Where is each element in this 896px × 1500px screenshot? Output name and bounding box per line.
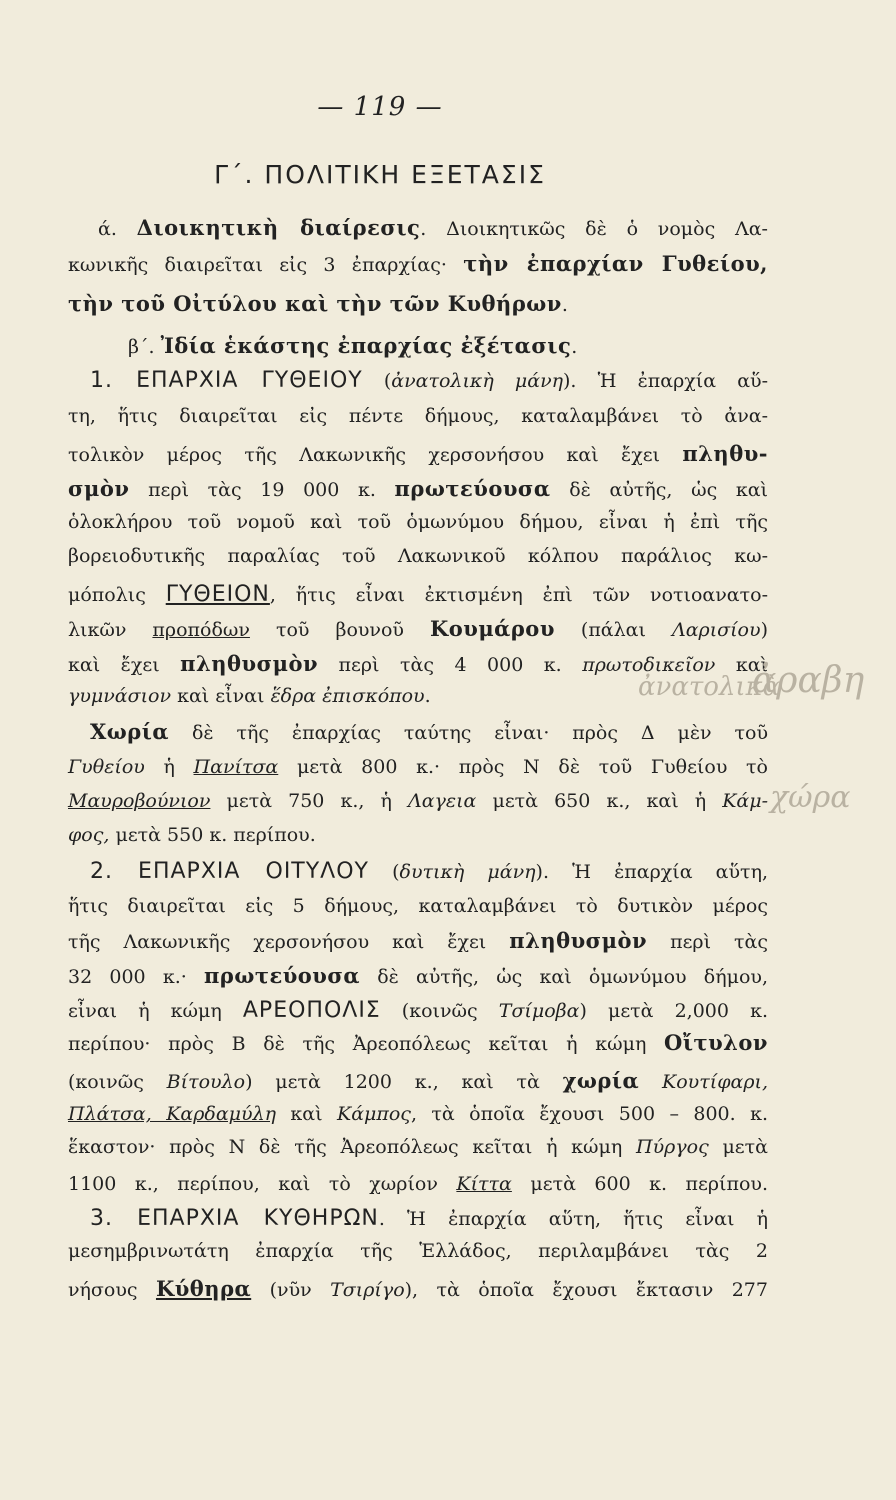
text-run: ἥτις διαιρεῖται εἰς 5 δήμους, καταλαμβάνει τὸ δυτικὸν μέρος xyxy=(68,895,768,917)
text-line xyxy=(68,1070,768,1092)
text-line xyxy=(68,1175,768,1194)
text-run: ά. xyxy=(98,218,137,240)
text-run: 1100 κ., περίπου, καὶ τὸ χωρίον xyxy=(68,1173,457,1195)
text-run: ( xyxy=(368,861,400,883)
text-run: β΄. xyxy=(128,336,161,358)
text-line xyxy=(90,861,768,883)
text-line xyxy=(68,1032,768,1054)
text-run: (πάλαι xyxy=(554,619,672,641)
text-line xyxy=(68,293,768,315)
text-run: Τσιρίγο xyxy=(330,1279,405,1301)
text-run: νήσους xyxy=(68,1279,156,1301)
text-run: Κουτίφαρι, xyxy=(662,1071,768,1093)
text-run: μετὰ 600 κ. περίπου. xyxy=(511,1173,768,1195)
page-number: — 119 — xyxy=(317,92,443,122)
text-run xyxy=(639,1071,662,1093)
text-run: περίπου· πρὸς Β δὲ τῆς Ἀρεοπόλεως κεῖται ἡ κώμη xyxy=(68,1033,665,1055)
text-run: (κοινῶς xyxy=(68,1071,167,1093)
text-run: 3. ΕΠΑΡΧΙΑ ΚΥΘΗΡΩΝ xyxy=(90,1206,379,1231)
text-run: καὶ xyxy=(276,1103,337,1125)
text-line xyxy=(68,618,768,640)
text-run: Βίτουλο xyxy=(166,1071,246,1093)
text-line xyxy=(68,1242,768,1261)
text-run: ). Ἡ ἐπαρχία αὕτη, xyxy=(535,861,768,883)
text-run: . Ἡ ἐπαρχία αὕτη, ἥτις εἶναι ἡ xyxy=(378,1208,768,1230)
text-run: (νῦν xyxy=(251,1279,331,1301)
text-run: καὶ xyxy=(715,654,768,676)
text-run: Λαγεια xyxy=(408,790,477,812)
text-run: , ἥτις εἶναι ἐκτισμένη ἐπὶ τῶν νοτιοανατο- xyxy=(269,584,769,606)
text-run: μετὰ 650 κ., καὶ ἡ xyxy=(476,790,723,812)
text-run: ) μετὰ 2,000 κ. xyxy=(579,1000,768,1022)
text-run: ) xyxy=(760,619,768,641)
text-run: πρωτεύουσα xyxy=(394,476,551,501)
text-run: περὶ τὰς 19 000 κ. xyxy=(129,479,395,501)
text-run: Γυθείου xyxy=(68,756,145,778)
text-run: . xyxy=(561,294,568,316)
text-run: μεσημβρινωτάτη ἐπαρχία τῆς Ἑλλάδος, περιλαμβάνει τὰς 2 xyxy=(68,1240,768,1262)
text-line xyxy=(68,478,768,500)
text-run: Κύθηρα xyxy=(155,1276,252,1301)
text-run: καὶ ἔχει xyxy=(68,654,181,676)
text-run: Χωρία xyxy=(90,719,170,744)
text-run: λικῶν xyxy=(68,619,153,641)
text-run: μόπολις xyxy=(68,584,166,606)
text-run: ), τὰ ὁποῖα ἔχουσι ἔκτασιν 277 xyxy=(404,1279,768,1301)
text-run: τοῦ βουνοῦ xyxy=(249,619,430,641)
text-run: Ἰδία ἑκάστης ἐπαρχίας ἐξέτασις xyxy=(160,333,572,358)
text-run: περὶ τὰς xyxy=(647,931,768,953)
text-line xyxy=(68,792,768,811)
text-line xyxy=(128,335,768,357)
text-line xyxy=(68,1105,768,1124)
text-line xyxy=(68,443,768,465)
text-run: ΑΡΕΟΠΟΛΙΣ xyxy=(242,998,381,1023)
text-line xyxy=(90,721,768,743)
text-run: μετὰ 800 κ.· πρὸς Ν δὲ τοῦ Γυθείου τὸ xyxy=(278,756,768,778)
text-run: Κάμ- xyxy=(722,790,768,812)
text-run: δὲ αὐτῆς, ὡς καὶ xyxy=(550,479,768,501)
text-run: Κάμπος xyxy=(337,1103,411,1125)
text-run: γυμνάσιον xyxy=(68,685,172,707)
margin-note-1: ἀνατολικὰ xyxy=(638,672,781,702)
text-run: Μαυροβούνιον xyxy=(68,790,211,812)
text-run: ΓΥΘΕΙΟΝ xyxy=(165,582,270,607)
text-run: εἶναι ἡ κώμη xyxy=(68,1000,243,1022)
text-run: Κουμάρου xyxy=(429,616,555,641)
text-line xyxy=(68,547,768,566)
text-run: 2. ΕΠΑΡΧΙΑ ΟΙΤΥΛΟΥ xyxy=(90,859,369,884)
text-run: . xyxy=(424,685,431,707)
text-line xyxy=(68,253,768,275)
text-run: . Διοικητικῶς δὲ ὁ νομὸς Λα- xyxy=(420,218,768,240)
text-line xyxy=(98,217,768,239)
text-line xyxy=(68,584,768,606)
text-run: τῆς Λακωνικῆς χερσονήσου καὶ ἔχει xyxy=(68,931,510,953)
text-run: Λαρισίου xyxy=(671,619,761,641)
text-run: Διοικητικὴ διαίρεσις xyxy=(136,215,421,240)
text-run: πρωτοδικεῖον xyxy=(582,654,716,676)
text-run: (κοινῶς xyxy=(380,1000,499,1022)
text-run: τη, ἥτις διαιρεῖται εἰς πέντε δήμους, καταλαμβάνει τὸ ἀνα- xyxy=(68,405,768,427)
text-run: ἕκαστον· πρὸς Ν δὲ τῆς Ἀρεοπόλεως κεῖται ἡ κώμη xyxy=(68,1136,636,1158)
text-line xyxy=(68,1138,768,1157)
text-run: προπόδων xyxy=(152,619,250,641)
text-run: , τὰ ὁποῖα ἔχουσι 500 – 800. κ. xyxy=(410,1103,769,1125)
text-line xyxy=(68,930,768,952)
text-line xyxy=(68,897,768,916)
text-run: ) μετὰ 1200 κ., καὶ τὰ xyxy=(245,1071,563,1093)
text-run: πληθυσμὸν xyxy=(180,651,319,676)
text-run: Πανίτσα xyxy=(193,756,279,778)
text-line xyxy=(90,370,768,392)
text-run: περὶ τὰς 4 000 κ. xyxy=(318,654,583,676)
text-line xyxy=(68,1000,768,1022)
text-run: Οἴτυλον xyxy=(664,1030,768,1055)
text-run: πληθυσμὸν xyxy=(509,928,648,953)
text-run: ὁλοκλήρου τοῦ νομοῦ καὶ τοῦ ὁμωνύμου δήμου, εἶναι ἡ ἐπὶ τῆς xyxy=(68,511,768,533)
text-run: τολικὸν μέρος τῆς Λακωνικῆς χερσονήσου καὶ ἔχει xyxy=(68,444,683,466)
text-line xyxy=(68,965,768,987)
text-run: χωρία xyxy=(562,1068,640,1093)
text-run: ( xyxy=(362,370,392,392)
margin-note-3: χώρα xyxy=(770,780,851,815)
text-run: Τσίμοβα xyxy=(498,1000,580,1022)
text-run: φος, xyxy=(68,824,110,846)
text-run: πληθυ- xyxy=(682,441,768,466)
text-run: δὲ αὐτῆς, ὡς καὶ ὁμωνύμου δήμου, xyxy=(360,966,768,988)
text-run: Πύργος xyxy=(636,1136,709,1158)
text-run: ἕδρα ἐπισκόπου xyxy=(270,685,425,707)
text-run: Πλάτσα, Καρδαμύλη xyxy=(68,1103,276,1125)
text-line xyxy=(68,407,768,426)
text-run: πρωτεύουσα xyxy=(203,963,361,988)
text-run: 32 000 κ.· xyxy=(68,966,204,988)
text-run: βορειοδυτικῆς παραλίας τοῦ Λακωνικοῦ κόλπου παράλιος κω- xyxy=(68,545,768,567)
text-run: μετὰ xyxy=(708,1136,768,1158)
text-run: δὲ τῆς ἐπαρχίας ταύτης εἶναι· πρὸς Δ μὲν τοῦ xyxy=(169,722,768,744)
text-line xyxy=(68,826,768,845)
section-heading: Γ΄. ΠΟΛΙΤΙΚΗ ΕΞΕΤΑΣΙΣ xyxy=(214,160,546,189)
text-run: Κίττα xyxy=(456,1173,512,1195)
text-run: κωνικῆς διαιρεῖται εἰς 3 ἐπαρχίας· xyxy=(68,254,464,276)
text-run: τὴν τοῦ Οἰτύλου καὶ τὴν τῶν Κυθήρων xyxy=(68,291,562,316)
margin-note-2: ἀραβη xyxy=(752,660,865,701)
text-run: . xyxy=(571,336,578,358)
text-run: δυτικὴ μάνη xyxy=(399,861,536,883)
text-line xyxy=(68,758,768,777)
text-run: μετὰ 750 κ., ἡ xyxy=(210,790,408,812)
text-run: ). Ἡ ἐπαρχία αὕ- xyxy=(563,370,769,392)
text-line xyxy=(90,1208,768,1230)
text-run: τὴν ἐπαρχίαν Γυθείου, xyxy=(463,251,768,276)
text-run: ἀνατολικὴ μάνη xyxy=(391,370,564,392)
text-run: καὶ εἶναι xyxy=(171,685,271,707)
text-line xyxy=(68,1278,768,1300)
text-run: ἡ xyxy=(144,756,194,778)
text-line xyxy=(68,513,768,532)
text-run: σμὸν xyxy=(68,476,130,501)
text-run: μετὰ 550 κ. περίπου. xyxy=(109,824,316,846)
text-run: 1. ΕΠΑΡΧΙΑ ΓΥΘΕΙΟΥ xyxy=(90,368,363,393)
